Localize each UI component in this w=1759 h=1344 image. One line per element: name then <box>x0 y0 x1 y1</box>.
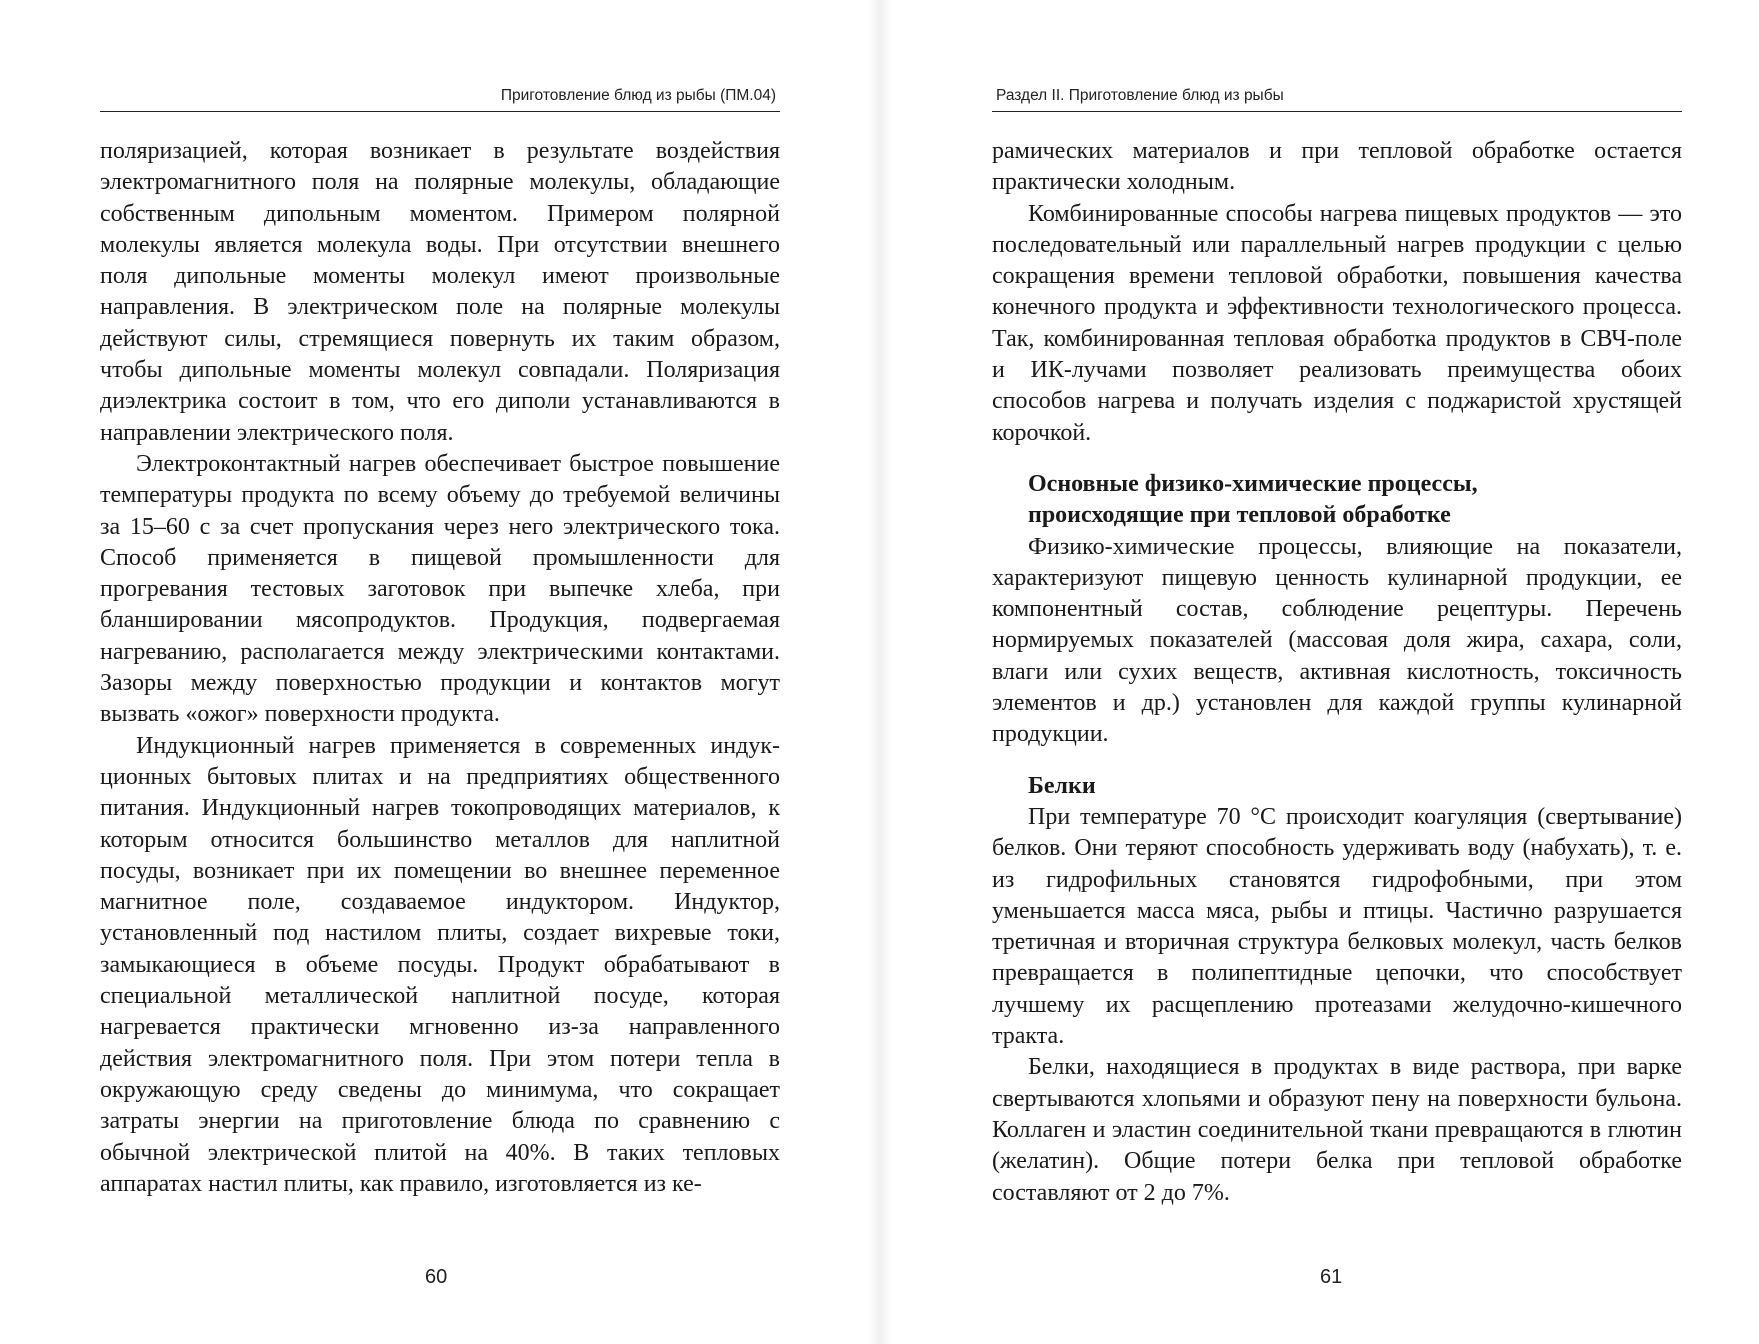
paragraph-continuation: рамических материалов и при тепловой обработке остается практически холодным. <box>992 138 1682 196</box>
left-running-head-text: Приготовление блюд из рыбы (ПМ.04) <box>500 87 776 104</box>
right-running-head-text: Раздел II. Приготовление блюд из рыбы <box>996 87 1284 104</box>
paragraph-polarization: поляризацией, которая возникает в результате воздействия электромагнитного поля на полярные молекулы, обладающие собственным дипольным моментом. Примером полярной молекулы является молекула воды. При отсутствии внешнего поля дипольные моменты молекул имеют произвольные направления. В электрическом поле на полярные молекулы действуют силы, стремящиеся повернуть их таким образом, чтобы дипольные моменты молекул совпадали. Поляризация диэлектрика состоит в том, что его диполи устанавливаются в направлении электрического поля. <box>100 138 780 446</box>
heading-processes-line2: происходящие при тепловой обработке <box>1028 502 1451 529</box>
left-page-text <box>100 136 780 1200</box>
paragraph-induction-heating: Индукционный нагрев применяется в современных индукционных бытовых плитах и на предприятиях общественного питания. Индукционный нагрев токопроводящих материалов, к которым относится большинство металлов для наплитной посуды, возникает при их помещении во внешнее переменное магнитное поле, создаваемое индуктором. Индуктор, установленный под настилом плиты, создает вихревые токи, замыкающиеся в объеме посуды. Продукт обрабатывают в специальной металлической наплитной посуде, которая нагревается практически мгновенно из-за направленного действия электромагнитного поля. При этом потери тепла в окружающую среду сведены до минимума, что сокращает затраты энергии на приготовление блюда по сравнению с обычной электрической плитой на 40%. В таких тепловых аппаратах настил плиты, как правило, изготовляется из ке- <box>100 732 780 1197</box>
paragraph-combined-heating: Комбинированные способы нагрева пищевых продуктов — это последовательный или параллельный нагрев продукции с целью сокращения времени тепловой обработки, повышения качества конечного продукта и эффективности технологического процесса. Так, комбинированная тепловая обработка продуктов в СВЧ-поле и ИК-лучами позволяет реализовать преимущества обоих способов нагрева и получать изделия с поджаристой хрустящей корочкой. <box>992 200 1682 446</box>
right-running-head <box>992 80 1682 112</box>
left-page-number: 60 <box>425 1266 448 1288</box>
heading-proteins: Белки <box>1028 772 1096 799</box>
heading-processes-line1: Основные физико-химические процессы, <box>1028 470 1478 497</box>
right-page-text <box>992 136 1682 1209</box>
right-page <box>880 0 1759 1344</box>
paragraph-proteins-coagulation: При температуре 70 °С происходит коагуляция (свертывание) белков. Они теряют способность удерживать воду (набухать), т. е. из гидрофильных становятся гидрофобными, при этом уменьшается масса мяса, рыбы и птицы. Частично разрушается третичная и вторичная структура белковых молекул, часть белков превращается в полипептидные цепочки, что способствует лучшему их расщеплению протеазами желудочно-кишечного тракта. <box>992 803 1682 1050</box>
heading-physicochemical-processes <box>1028 469 1682 532</box>
right-page-number: 61 <box>1320 1266 1343 1288</box>
paragraph-proteins-losses: Белки, находящиеся в продуктах в виде раствора, при варке свертываются хлопьями и образуют пену на поверхности бульона. Коллаген и эластин соединительной ткани превращаются в глютин (желатин). Общие потери белка при тепловой обработке составляют от 2 до 7%. <box>992 1054 1682 1206</box>
paragraph-electrocontact-heating: Электроконтактный нагрев обеспечивает быстрое повышение температуры продукта по всему объему до требуемой величины за 15–60 с за счет пропускания через него электрического тока. Способ применяется в пищевой промышленности для прогревания тестовых заготовок при выпечке хлеба, при бланшировании мясопродуктов. Продукция, подвергаемая нагреванию, располагается между электрическими контактами. Зазоры между поверхностью продукции и контактов могут вызвать «ожог» поверхности продукта. <box>100 450 780 728</box>
paragraph-physicochemical-processes: Физико-химические процессы, влияющие на показатели, характеризуют пищевую ценность кулинарной продукции, ее компонентный состав, соблюдение рецептуры. Перечень нормируемых показателей (массовая доля жира, сахара, соли, влаги или сухих веществ, активная кислотность, токсичность элементов и др.) установлен для каждой группы кулинарной продукции. <box>992 533 1682 748</box>
left-running-head <box>100 80 780 112</box>
